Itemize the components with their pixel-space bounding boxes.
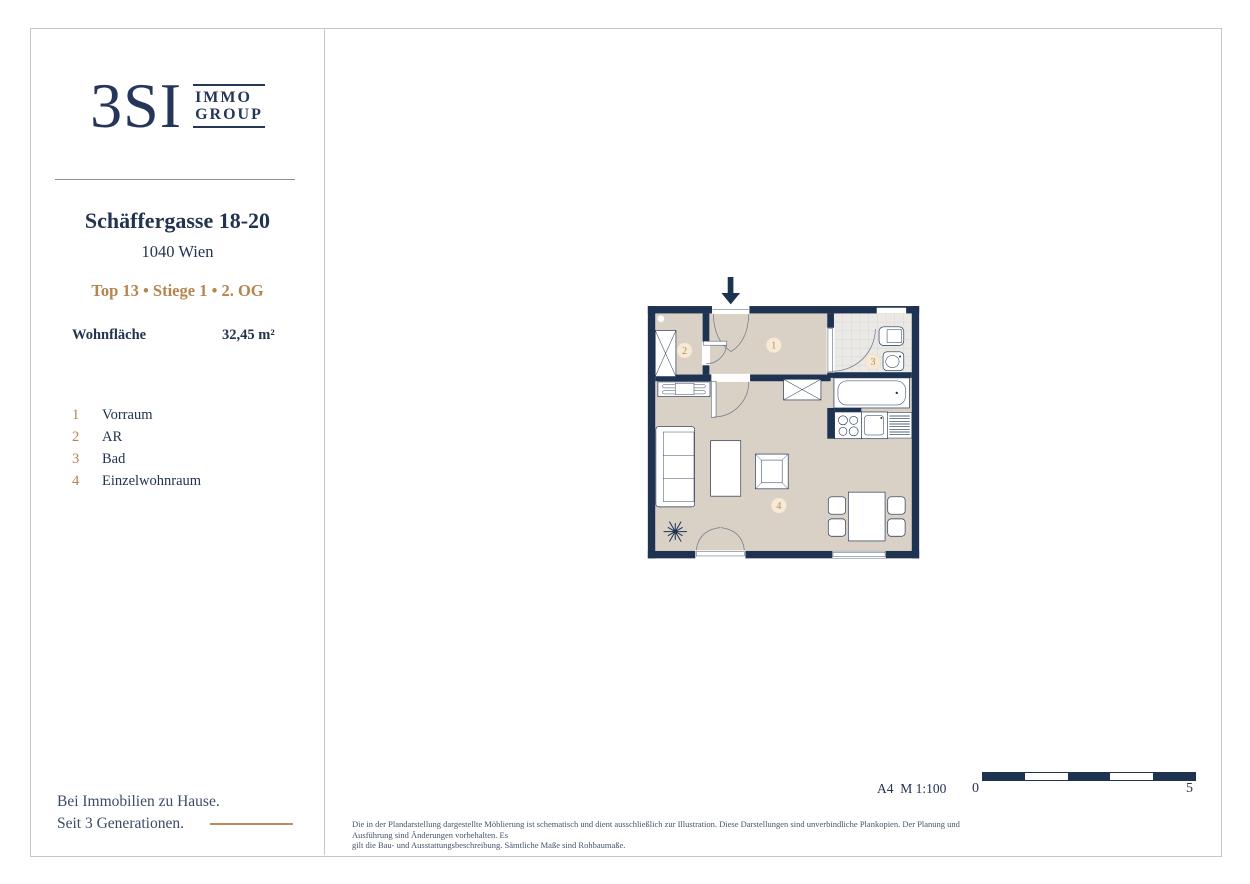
corner-dot-marker	[658, 315, 665, 322]
logo-immo-line: IMMO	[195, 89, 252, 106]
legend-number: 1	[72, 407, 80, 423]
tagline-line2: Seit 3 Generationen.	[57, 815, 184, 832]
scale-start-value: 0	[972, 781, 979, 796]
logo-immo-group	[193, 84, 265, 128]
room-label-4: 4	[776, 500, 782, 512]
legend-item-vorraum	[72, 407, 302, 429]
scale-bar-segment	[1068, 773, 1110, 780]
armchair-icon	[755, 454, 788, 489]
scale-bar-segment	[1025, 773, 1067, 780]
room-legend	[72, 407, 302, 495]
area-label: Wohnfläche	[72, 327, 147, 343]
disclaimer-line1: Die in der Plandarstellung dargestellte Möblierung ist schematisch und dient ausschließlich zur Illustration. Diese Darstellungen sind unverbindliche Plankopien. Der Planung und Ausführung sind Änderungen vorbehalten. Es	[352, 819, 960, 840]
disclaimer-line2: gilt die Bau- und Ausstattungsbeschreibung. Sämtliche Maße sind Rohbaumaße.	[352, 840, 626, 850]
scale-bar	[982, 772, 1196, 781]
listing-city: 1040 Wien	[141, 242, 214, 261]
logo-divider-rule	[55, 179, 295, 180]
brand-logo	[30, 70, 325, 141]
floorplan-drawing	[645, 276, 921, 570]
bathtub-icon	[834, 378, 910, 408]
legend-label: Vorraum	[102, 407, 153, 423]
wardrobe-ar-icon	[655, 330, 676, 376]
sideboard-icon	[658, 382, 710, 397]
room-label-1: 1	[771, 340, 777, 352]
bath-window	[877, 308, 906, 314]
legend-label: Bad	[102, 451, 126, 467]
legend-label: AR	[102, 429, 123, 445]
logo-group-line: GROUP	[195, 106, 263, 123]
legend-item-bad	[72, 451, 302, 473]
kitchen-sink-icon	[861, 412, 887, 439]
logo-3si-text: 3SI	[90, 70, 183, 141]
sofa-icon	[656, 427, 695, 507]
kitchen-drainer-icon	[887, 413, 911, 438]
legend-item-ar	[72, 429, 302, 451]
listing-address: Schäffergasse 18-20	[84, 208, 271, 233]
scale-bar-segment	[1110, 773, 1152, 780]
wardrobe-vorraum-icon	[784, 379, 821, 400]
sidebar-divider-line	[324, 28, 325, 855]
room-label-3: 3	[870, 357, 876, 369]
bed-icon	[711, 441, 741, 496]
entrance-arrow-icon	[721, 277, 740, 304]
legend-item-einzelwohnraum	[72, 473, 302, 495]
window-bottom-right	[833, 552, 885, 556]
scale-end-value: 5	[1186, 781, 1193, 796]
listing-unit-info: Top 13 • Stiege 1 • 2. OG	[91, 281, 264, 300]
area-value: 32,45 m²	[222, 327, 275, 343]
living-area-row	[72, 327, 292, 344]
scale-bar-segment	[1153, 773, 1195, 780]
legend-number: 2	[72, 429, 80, 445]
stove-icon	[835, 412, 862, 439]
plan-disclaimer	[352, 819, 986, 851]
balcony-door-sill	[696, 552, 744, 556]
legend-label: Einzelwohnraum	[102, 473, 202, 489]
tagline-accent-rule	[210, 823, 293, 825]
scale-bar-segment	[983, 773, 1025, 780]
washbasin-icon	[883, 352, 904, 371]
toilet-icon	[879, 327, 904, 346]
legend-number: 4	[72, 473, 80, 489]
tagline-line1: Bei Immobilien zu Hause.	[57, 793, 220, 810]
room-label-2: 2	[682, 345, 688, 357]
paper-scale-label: A4 M 1:100	[877, 781, 947, 796]
legend-number: 3	[72, 451, 80, 467]
brand-tagline	[57, 791, 220, 835]
